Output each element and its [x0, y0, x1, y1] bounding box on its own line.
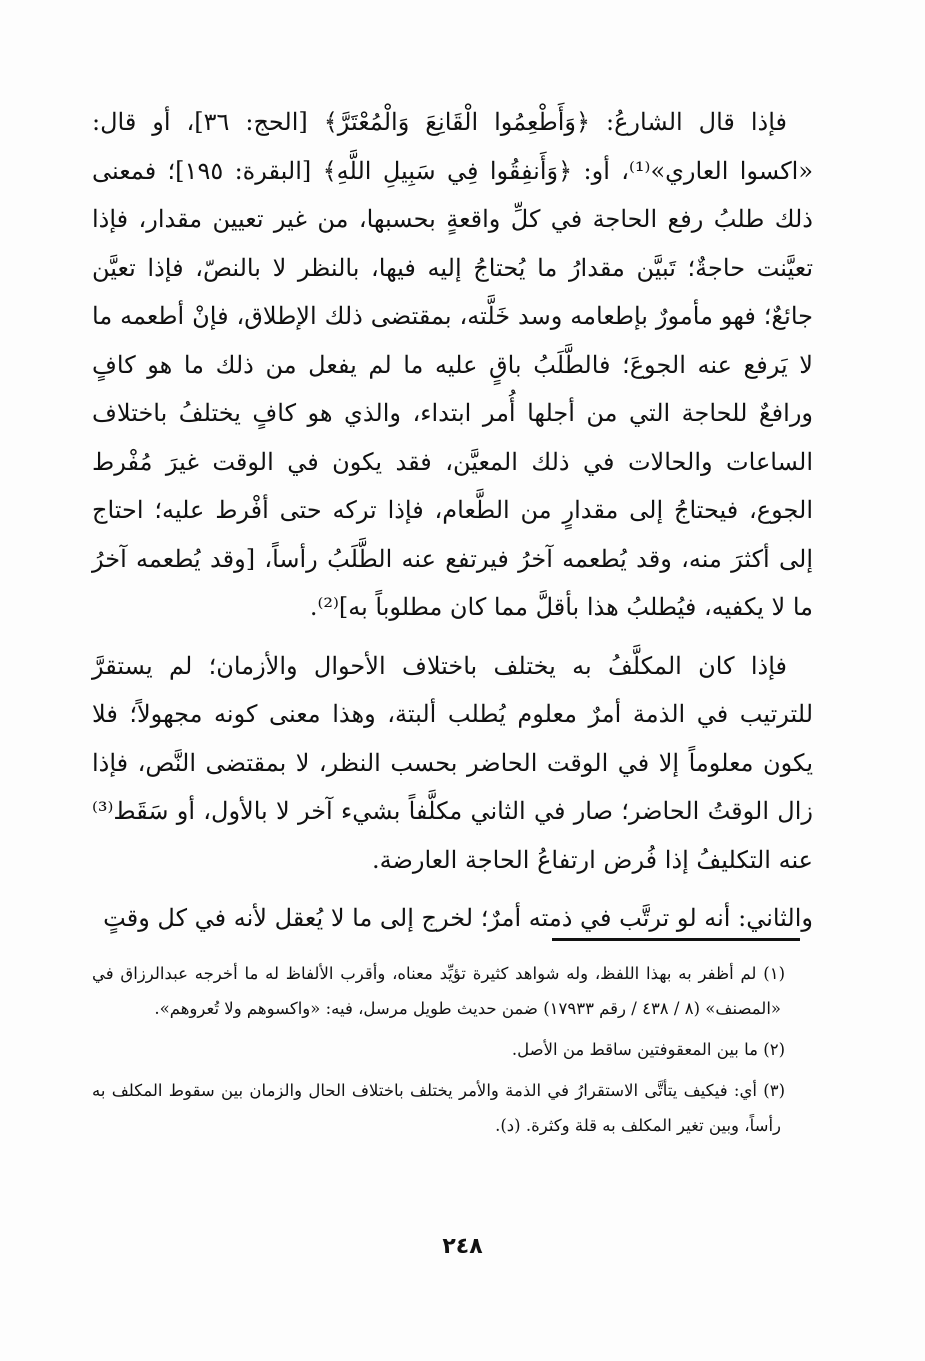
page-number: ٢٤٨ [442, 1234, 483, 1259]
paragraph-3: والثاني: أنه لو ترتَّب في ذمته أمرٌ؛ لخرج إلى ما لا يُعقل لأنه في كل وقتٍ [103, 904, 813, 932]
footnote-separator [552, 938, 800, 941]
main-text [92, 98, 813, 943]
paragraph-2: فإذا كان المكلَّفُ به يختلف باختلاف الأحوال والأزمان؛ لم يستقرَّ للترتيب في الذمة أمرٌ معلوم يُطلب ألبتة، وهذا معنى كونه مجهولاً؛ فلا يكون معلوماً إلا في الوقت الحاضر بحسب النظر، لا بمقتضى النَّص، فإذا زال الوقتُ الحاضر؛ صار في الثاني مكلَّفاً بشيء آخر لا بالأول، أو سَقَط⁽³⁾ عنه التكليفُ إذا فُرض ارتفاعُ الحاجة العارضة. [92, 651, 814, 874]
footnote-2: (٢) ما بين المعقوفتين ساقط من الأصل. [511, 1040, 785, 1059]
footnote-1: (١) لم أظفر به بهذا اللفظ، وله شواهد كثيرة تؤيِّد معناه، وأقرب الألفاظ له ما أخرجه عبدالرزاق في «المصنف» (٨ / ٤٣٨ / رقم ١٧٩٣٣) ضمن حديث طويل مرسل، فيه: «واكسوهم ولا تُعروهم». [92, 964, 785, 1018]
paragraph-1: فإذا قال الشارعُ: ﴿وَأَطْعِمُوا الْقَانِعَ وَالْمُعْتَرَّ﴾ [الحج: ٣٦]، أو قال: «اكسوا العاري»⁽¹⁾، أو: ﴿وَأَنفِقُوا فِي سَبِيلِ اللَّهِ﴾ [البقرة: ١٩٥]؛ فمعنى ذلك طلبُ رفع الحاجة في كلِّ واقعةٍ بحسبها، من غير تعيين مقدار، فإذا تعيَّنت حاجةٌ؛ تَبيَّن مقدارُ ما يُحتاجُ إليه فيها، بالنظر لا بالنصّ، فإذا تعيَّن جائعٌ؛ فهو مأمورٌ بإطعامه وسد خَلَّته، بمقتضى ذلك الإطلاق، فإنْ أطعمه ما لا يَرفع عنه الجوعَ؛ فالطَّلَبُ باقٍ عليه ما لم يفعل من ذلك ما هو كافٍ ورافعٌ للحاجة التي من أجلها أُمر ابتداء، والذي هو كافٍ يختلفُ باختلاف الساعات والحالات في ذلك المعيَّن، فقد يكون في الوقت غيرَ مُفْرط الجوع، فيحتاجُ إلى مقدارٍ من الطَّعام، فإذا تركه حتى أفْرط عليه؛ احتاج إلى أكثرَ منه، وقد يُطعمه آخرُ فيرتفع عنه الطَّلَبُ رأساً، [وقد يُطعمه آخرُ ما لا يكفيه، فيُطلبُ هذا بأقلَّ مما كان مطلوباً به]⁽²⁾. [92, 108, 814, 621]
footnotes [92, 956, 807, 1143]
footnote-3: (٣) أي: فيكيف يتأتَّى الاستقرارُ في الذمة والأمر يختلف باختلاف الحال والزمان بين سقوط المكلف به رأساً، وبين تغير المكلف به قلة وكثرة. (د). [92, 1081, 785, 1135]
